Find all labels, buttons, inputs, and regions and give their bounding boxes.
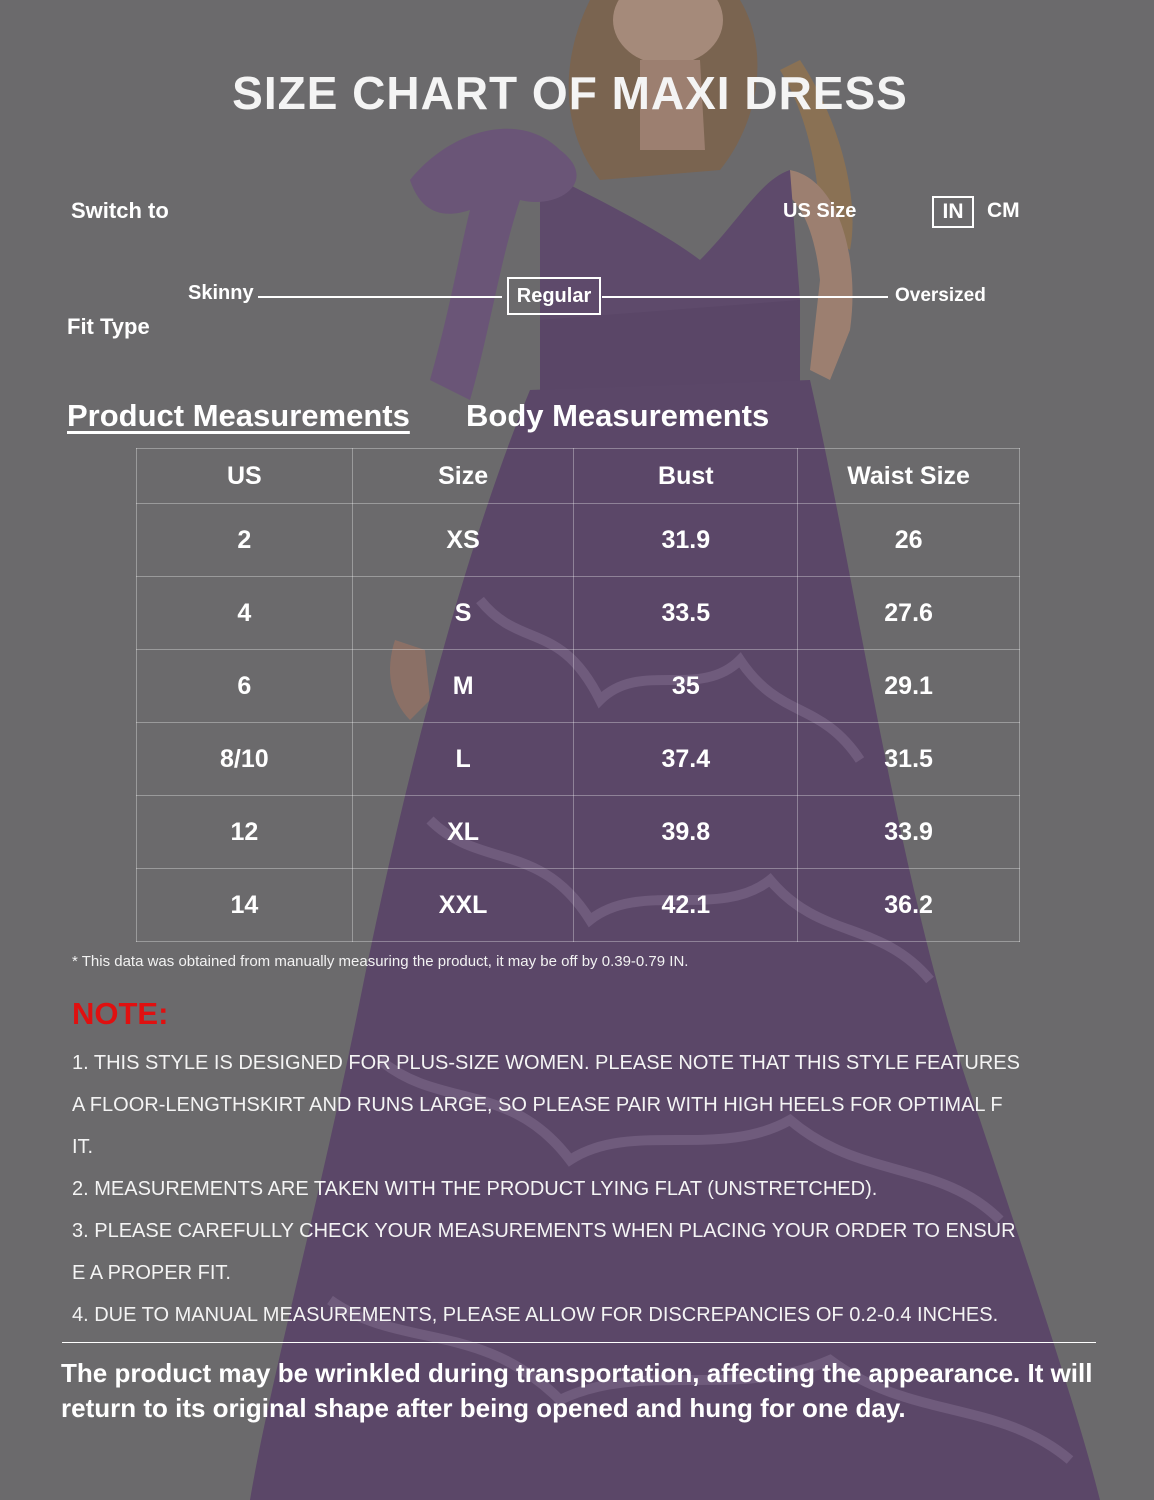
unit-cm-toggle[interactable]: CM: [987, 199, 1020, 222]
cell-bust: 33.5: [574, 577, 798, 650]
tab-body-measurements[interactable]: Body Measurements: [466, 398, 770, 433]
note-line: 4. DUE TO MANUAL MEASUREMENTS, PLEASE ALLOW FOR DISCREPANCIES OF 0.2-0.4 INCHES.: [72, 1304, 999, 1326]
note-heading: NOTE:: [72, 996, 169, 1031]
column-header-waist-size: Waist Size: [798, 449, 1020, 504]
cell-waist: 29.1: [798, 650, 1020, 723]
cell-size: M: [352, 650, 574, 723]
cell-size: L: [352, 723, 574, 796]
cell-us: 6: [137, 650, 353, 723]
table-row: [137, 723, 1020, 796]
note-line: E A PROPER FIT.: [72, 1262, 231, 1284]
us-size-option[interactable]: US Size: [783, 200, 857, 222]
cell-waist: 36.2: [798, 869, 1020, 942]
page-title: SIZE CHART OF MAXI DRESS: [232, 67, 908, 119]
fit-option-regular[interactable]: Regular: [507, 277, 601, 315]
cell-bust: 37.4: [574, 723, 798, 796]
cell-size: XL: [352, 796, 574, 869]
cell-size: XXL: [352, 869, 574, 942]
table-row: [137, 577, 1020, 650]
cell-size: S: [352, 577, 574, 650]
column-header-bust: Bust: [574, 449, 798, 504]
cell-bust: 39.8: [574, 796, 798, 869]
fit-option-skinny[interactable]: Skinny: [188, 282, 254, 304]
fit-scale-line: [602, 296, 888, 298]
unit-in-toggle[interactable]: IN: [932, 196, 974, 228]
cell-bust: 31.9: [574, 504, 798, 577]
table-row: [137, 504, 1020, 577]
note-line: 3. PLEASE CAREFULLY CHECK YOUR MEASUREMENTS WHEN PLACING YOUR ORDER TO ENSUR: [72, 1220, 1016, 1242]
size-chart-table: [136, 448, 1020, 942]
tab-product-measurements[interactable]: Product Measurements: [67, 398, 410, 433]
note-line: IT.: [72, 1136, 94, 1158]
cell-waist: 31.5: [798, 723, 1020, 796]
cell-size: XS: [352, 504, 574, 577]
column-header-us: US: [137, 449, 353, 504]
wrinkle-notice: The product may be wrinkled during transportation, affecting the appearance. It will return to its original shape after being opened and hung for one day.: [61, 1358, 1093, 1423]
cell-us: 8/10: [137, 723, 353, 796]
cell-waist: 33.9: [798, 796, 1020, 869]
cell-us: 2: [137, 504, 353, 577]
note-line: 1. THIS STYLE IS DESIGNED FOR PLUS-SIZE WOMEN. PLEASE NOTE THAT THIS STYLE FEATURES: [72, 1052, 1020, 1074]
table-header-row: [137, 449, 1020, 504]
table-row: [137, 650, 1020, 723]
cell-us: 14: [137, 869, 353, 942]
note-line: 2. MEASUREMENTS ARE TAKEN WITH THE PRODUCT LYING FLAT (UNSTRETCHED).: [72, 1178, 878, 1200]
note-line: A FLOOR-LENGTHSKIRT AND RUNS LARGE, SO PLEASE PAIR WITH HIGH HEELS FOR OPTIMAL F: [72, 1094, 1003, 1116]
table-row: [137, 796, 1020, 869]
cell-bust: 35: [574, 650, 798, 723]
fit-scale-line: [258, 296, 502, 298]
cell-us: 12: [137, 796, 353, 869]
cell-bust: 42.1: [574, 869, 798, 942]
column-header-size: Size: [352, 449, 574, 504]
cell-waist: 27.6: [798, 577, 1020, 650]
fit-type-label: Fit Type: [67, 314, 150, 339]
footer-divider: [62, 1342, 1096, 1343]
cell-waist: 26: [798, 504, 1020, 577]
measurement-disclaimer: * This data was obtained from manually measuring the product, it may be off by 0.39-0.79 IN.: [72, 953, 689, 970]
fit-option-oversized[interactable]: Oversized: [895, 285, 986, 306]
table-row: [137, 869, 1020, 942]
cell-us: 4: [137, 577, 353, 650]
switch-to-label: Switch to: [71, 198, 169, 223]
